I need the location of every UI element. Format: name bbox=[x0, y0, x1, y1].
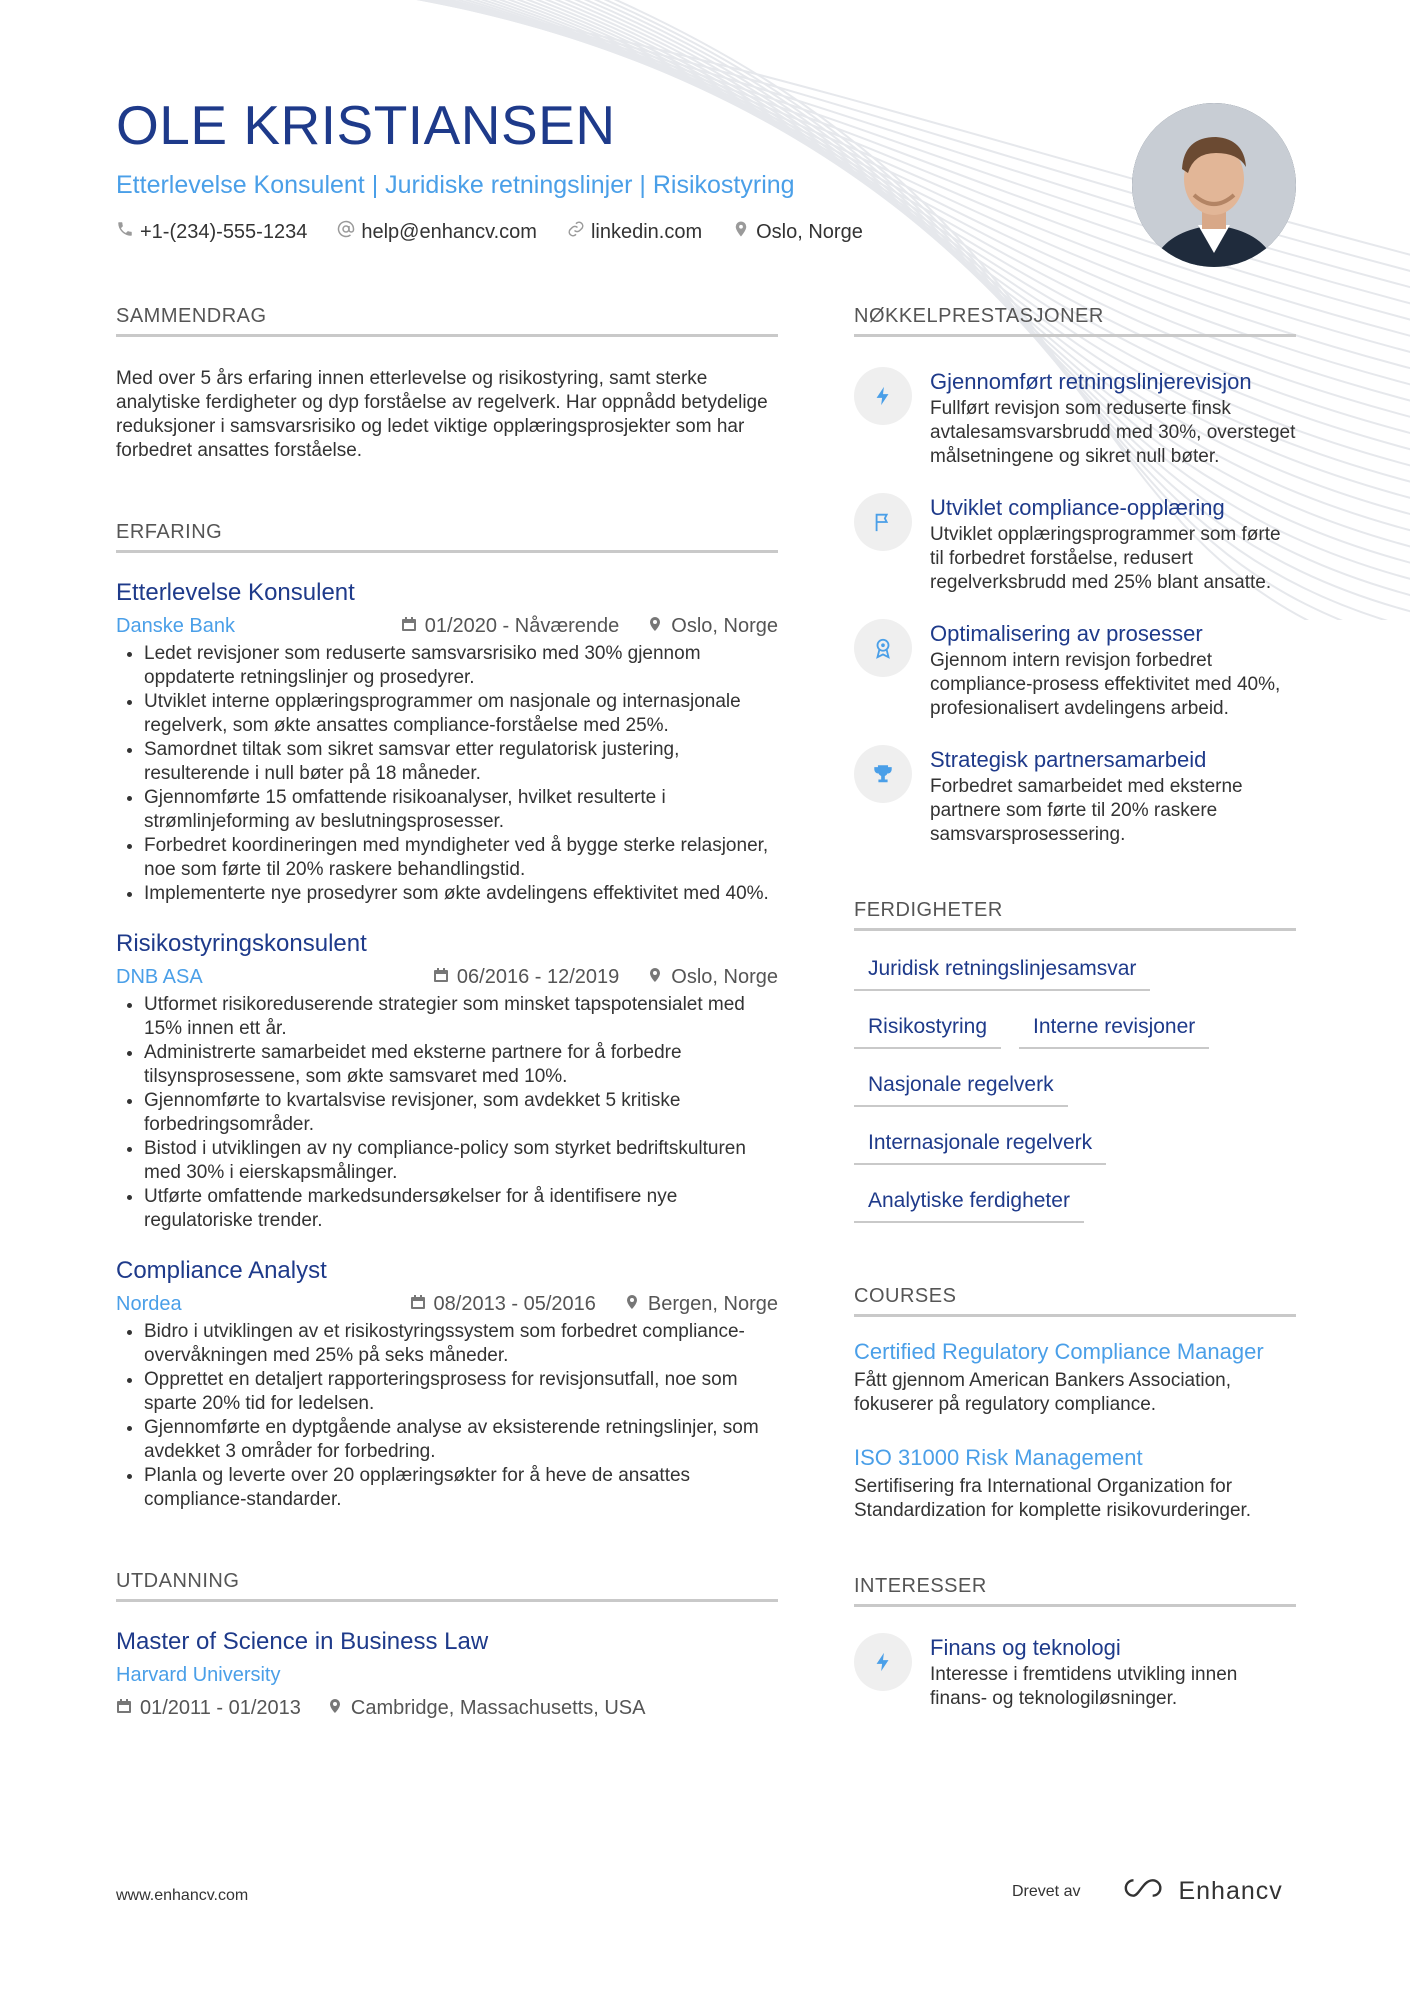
job-title: Compliance Analyst bbox=[116, 1257, 327, 1284]
contact-location bbox=[732, 220, 863, 244]
bullet-item: • Utførte omfattende markedsundersøkelser for å identifisere nye regulatoriske trender. bbox=[144, 1185, 778, 1233]
award-icon bbox=[854, 619, 912, 677]
bullet-item: • Gjennomførte 15 omfattende risikoanalyser, hvilket resulterte i strømlinjeforming av beslutningsprosesser. bbox=[144, 786, 778, 834]
calendar-icon bbox=[433, 966, 449, 989]
achievement-desc: Fullført revisjon som reduserte finsk avtalesamsvarsbrudd med 30%, oversteget målsetningene og sikret null bøter. bbox=[930, 398, 1296, 467]
bullet-item: • Administrerte samarbeidet med eksterne partnere for å forbedre tilsynsprosessene, som økte samsvaret med 10%. bbox=[144, 1041, 778, 1089]
location-pin-icon bbox=[732, 220, 750, 244]
left-column bbox=[116, 305, 778, 1720]
job-dates bbox=[401, 615, 620, 638]
achievement-desc: Forbedret samarbeidet med eksterne partnere som førte til 20% raskere samsvarsprosessering. bbox=[930, 776, 1243, 845]
interest-item bbox=[854, 1635, 1296, 1711]
job-bullets bbox=[116, 642, 778, 906]
profile-photo bbox=[1132, 103, 1296, 267]
job-location bbox=[647, 615, 778, 638]
bullet-item: • Implementerte nye prosedyrer som økte avdelingens effektivitet med 40%. bbox=[144, 882, 778, 906]
courses-section-title: COURSES bbox=[854, 1285, 1296, 1317]
contact-list bbox=[116, 220, 1116, 244]
job-meta bbox=[116, 615, 778, 638]
email-text: help@enhancv.com bbox=[361, 220, 537, 243]
calendar-icon bbox=[401, 615, 417, 638]
bullet-item: • Utviklet interne opplæringsprogrammer om nasjonale og internasjonale regelverk, som økte ansattes compliance-forståelse med 25%. bbox=[144, 690, 778, 738]
job-location-text: Oslo, Norge bbox=[671, 966, 778, 988]
achievement-title: Strategisk partnersamarbeid bbox=[930, 747, 1207, 772]
achievement-item bbox=[854, 621, 1296, 721]
bullet-item: • Ledet revisjoner som reduserte samsvarsrisiko med 30% gjennom oppdaterte retningslinjer og prosedyrer. bbox=[144, 642, 778, 690]
company-name: DNB ASA bbox=[116, 966, 203, 988]
contact-email[interactable] bbox=[337, 220, 537, 244]
powered-by-label: Drevet av bbox=[1012, 1882, 1081, 1900]
right-column bbox=[854, 305, 1296, 1711]
achievement-title: Gjennomført retningslinjerevisjon bbox=[930, 369, 1252, 394]
skill-tag: Analytiske ferdigheter bbox=[854, 1179, 1084, 1223]
job-title: Etterlevelse Konsulent bbox=[116, 579, 355, 606]
bullet-item: • Gjennomførte to kvartalsvise revisjoner, som avdekket 5 kritiske forbedringsområder. bbox=[144, 1089, 778, 1137]
location-pin-icon bbox=[647, 615, 663, 638]
bullet-item: • Bistod i utviklingen av ny compliance-policy som styrket bedriftskulturen med 30% i eierskapsmålinger. bbox=[144, 1137, 778, 1185]
candidate-headline: Etterlevelse Konsulent | Juridiske retningslinjer | Risikostyring bbox=[116, 171, 795, 199]
education-location-text: Cambridge, Massachusetts, USA bbox=[350, 1697, 646, 1719]
company-name: Danske Bank bbox=[116, 615, 235, 637]
degree-title: Master of Science in Business Law bbox=[116, 1628, 489, 1655]
contact-linkedin[interactable] bbox=[567, 220, 702, 244]
skill-tag: Nasjonale regelverk bbox=[854, 1063, 1068, 1107]
course-title: ISO 31000 Risk Management bbox=[854, 1445, 1143, 1470]
bullet-item: • Planla og leverte over 20 opplæringsøkter for å heve de ansattes compliance-standarder. bbox=[144, 1464, 778, 1512]
footer-website[interactable]: www.enhancv.com bbox=[116, 1887, 249, 1904]
course-desc: Sertifisering fra International Organization for Standardization for komplette risikovurderinger. bbox=[854, 1476, 1252, 1521]
interests-section-title: INTERESSER bbox=[854, 1575, 1296, 1607]
skills-section-title: FERDIGHETER bbox=[854, 899, 1296, 931]
footer-branding bbox=[1012, 1876, 1283, 1907]
education-dates-text: 01/2011 - 01/2013 bbox=[140, 1697, 301, 1719]
skill-tag: Internasjonale regelverk bbox=[854, 1121, 1106, 1165]
achievement-item bbox=[854, 495, 1296, 595]
job-entry bbox=[116, 930, 778, 1233]
education-meta bbox=[116, 1697, 778, 1720]
location-pin-icon bbox=[327, 1697, 343, 1720]
achievement-item bbox=[854, 369, 1296, 469]
achievement-title: Utviklet compliance-opplæring bbox=[930, 495, 1225, 520]
summary-section-title: SAMMENDRAG bbox=[116, 305, 778, 337]
education-dates bbox=[116, 1697, 301, 1720]
at-icon bbox=[337, 220, 355, 244]
job-entry bbox=[116, 579, 778, 906]
enhancv-logo[interactable] bbox=[1122, 1876, 1282, 1907]
resume-header bbox=[116, 94, 1116, 244]
job-dates bbox=[410, 1293, 596, 1316]
linkedin-text: linkedin.com bbox=[590, 220, 703, 243]
bullet-item: • Forbedret koordineringen med myndigheter ved å bygge sterke relasjoner, noe som førte til 20% raskere behandlingstid. bbox=[144, 834, 778, 882]
course-desc: Fått gjennom American Bankers Association, fokuserer på regulatory compliance. bbox=[854, 1370, 1232, 1415]
phone-text: +1-(234)-555-1234 bbox=[140, 220, 308, 243]
phone-icon bbox=[116, 220, 134, 244]
bullet-item: • Opprettet en detaljert rapporteringsprosess for revisjonsutfall, noe som sparte 20% tid for ledelsen. bbox=[144, 1368, 778, 1416]
infinity-logo-icon bbox=[1122, 1876, 1168, 1907]
bullet-item: • Bidro i utviklingen av et risikostyringssystem som forbedret compliance-overvåkningen med 25% på seks måneder. bbox=[144, 1320, 778, 1368]
education-section-title: UTDANNING bbox=[116, 1570, 778, 1602]
job-bullets bbox=[116, 993, 778, 1233]
skill-tag: Risikostyring bbox=[854, 1005, 1001, 1049]
bullet-item: • Gjennomførte en dyptgående analyse av eksisterende retningslinjer, som avdekket 3 områder for forbedring. bbox=[144, 1416, 778, 1464]
education-entry bbox=[116, 1628, 778, 1720]
job-entry bbox=[116, 1257, 778, 1512]
course-title: Certified Regulatory Compliance Manager bbox=[854, 1339, 1264, 1364]
link-icon bbox=[567, 220, 585, 244]
education-location bbox=[327, 1697, 646, 1720]
bullet-item: • Samordnet tiltak som sikret samsvar etter regulatorisk justering, resulterende i null bøter på 18 måneder. bbox=[144, 738, 778, 786]
job-dates-text: 01/2020 - Nåværende bbox=[424, 615, 620, 637]
flag-icon bbox=[854, 493, 912, 551]
job-location bbox=[624, 1293, 778, 1316]
job-location-text: Oslo, Norge bbox=[671, 615, 778, 637]
interest-title: Finans og teknologi bbox=[930, 1635, 1121, 1660]
bullet-item: • Utformet risikoreduserende strategier som minsket tapspotensialet med 15% innen ett år. bbox=[144, 993, 778, 1041]
skill-tag: Juridisk retningslinjesamsvar bbox=[854, 947, 1150, 991]
company-name: Nordea bbox=[116, 1293, 182, 1315]
location-text: Oslo, Norge bbox=[756, 220, 863, 243]
interest-desc: Interesse i fremtidens utvikling innen finans- og teknologiløsninger. bbox=[930, 1664, 1238, 1709]
summary-text: Med over 5 års erfaring innen etterlevelse og risikostyring, samt sterke analytiske ferdigheter og dyp forståelse av regelverk. Har oppnådd betydelige reduksjoner i samsvarsrisiko og ledet viktige opplæringsprosjekter som har forbedret ansattes forståelse. bbox=[116, 368, 768, 461]
achievement-desc: Gjennom intern revisjon forbedret compliance-prosess effektivitet med 40%, profesionalisert avdelingens arbeid. bbox=[930, 650, 1281, 719]
job-dates bbox=[433, 966, 619, 989]
job-location bbox=[647, 966, 778, 989]
job-dates-text: 06/2016 - 12/2019 bbox=[456, 966, 620, 988]
achievement-title: Optimalisering av prosesser bbox=[930, 621, 1203, 646]
school-name: Harvard University bbox=[116, 1664, 281, 1686]
skill-tag: Interne revisjoner bbox=[1019, 1005, 1209, 1049]
location-pin-icon bbox=[647, 966, 663, 989]
candidate-name: OLE KRISTIANSEN bbox=[116, 94, 616, 156]
achievements-section-title: NØKKELPRESTASJONER bbox=[854, 305, 1296, 337]
experience-section-title: ERFARING bbox=[116, 521, 778, 553]
achievement-item bbox=[854, 747, 1296, 847]
contact-phone[interactable] bbox=[116, 220, 307, 244]
calendar-icon bbox=[410, 1293, 426, 1316]
job-meta bbox=[116, 1293, 778, 1316]
location-pin-icon bbox=[624, 1293, 640, 1316]
calendar-icon bbox=[116, 1697, 132, 1720]
job-location-text: Bergen, Norge bbox=[647, 1293, 778, 1315]
brand-name: Enhancv bbox=[1178, 1877, 1283, 1905]
achievement-desc: Utviklet opplæringsprogrammer som førte til forbedret forståelse, redusert regelverksbrudd med 25% blant ansatte. bbox=[930, 524, 1281, 593]
skills-list bbox=[854, 947, 1296, 1237]
job-title: Risikostyringskonsulent bbox=[116, 930, 367, 957]
lightning-icon bbox=[854, 1633, 912, 1691]
job-meta bbox=[116, 966, 778, 989]
job-bullets bbox=[116, 1320, 778, 1512]
lightning-icon bbox=[854, 367, 912, 425]
trophy-icon bbox=[854, 745, 912, 803]
job-dates-text: 08/2013 - 05/2016 bbox=[433, 1293, 596, 1315]
